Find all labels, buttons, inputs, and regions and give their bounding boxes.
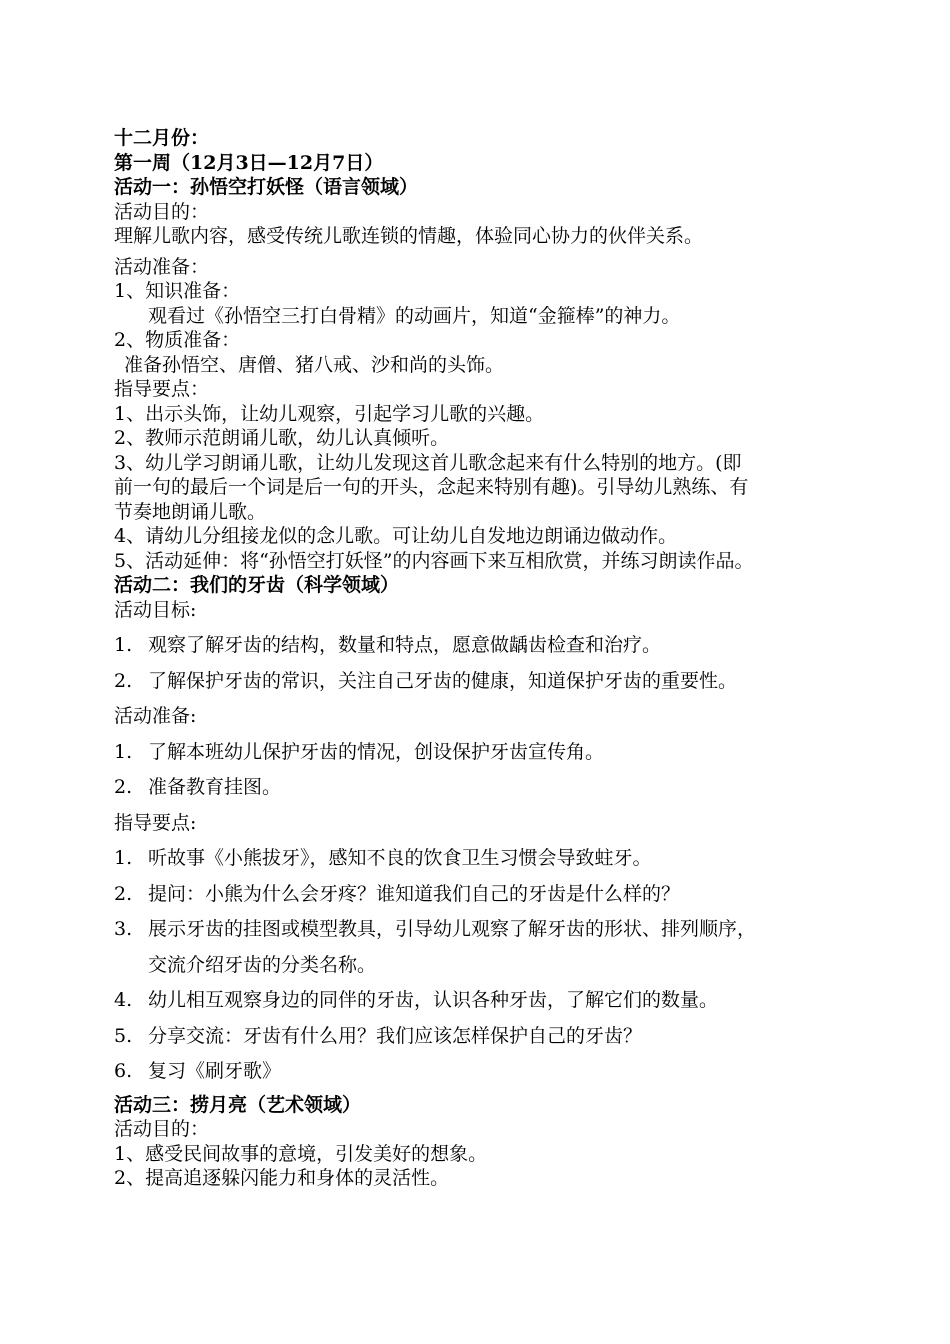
activity2-prep-2: [114, 775, 854, 800]
activity2-prep-1: [114, 740, 854, 765]
activity1-title: 活动一：孙悟空打妖怪（语言领域）: [114, 176, 419, 198]
activity1-prep2-label: 2、物质准备：: [114, 329, 241, 351]
activity3-goal-1: 1、感受民间故事的意境，引发美好的想象。: [114, 1142, 488, 1165]
activity1-prep2: 准备孙悟空、唐僧、猪八戒、沙和尚的头饰。: [124, 353, 505, 376]
list-text: 复习《刷牙歌》: [148, 1060, 282, 1082]
activity2-guide-1: [114, 846, 854, 871]
activity3-title: 活动三：捞月亮（艺术领域）: [114, 1093, 362, 1116]
list-text: 观察了解牙齿的结构，数量和特点，愿意做龋齿检查和治疗。: [148, 634, 662, 656]
list-number: 2.: [114, 776, 133, 798]
list-number: 3.: [114, 918, 133, 940]
activity2-guide-4: [114, 988, 854, 1013]
list-text: 了解本班幼儿保护牙齿的情况，创设保护牙齿宣传角。: [148, 740, 605, 763]
list-number: 1.: [114, 740, 133, 763]
activity2-guide-label: 指导要点:: [114, 811, 197, 834]
activity1-guide-3a: 3、幼儿学习朗诵儿歌，让幼儿发现这首儿歌念起来有什么特别的地方。(即: [114, 451, 742, 474]
activity2-goal-2: [114, 669, 854, 694]
list-text: 准备教育挂图。: [148, 776, 282, 798]
activity1-guide-3b: 前一句的最后一个词是后一句的开头，念起来特别有趣)。引导幼儿熟练、有: [114, 476, 749, 498]
list-number: 5.: [114, 1024, 133, 1047]
list-text: 了解保护牙齿的常识，关注自己牙齿的健康，知道保护牙齿的重要性。: [148, 669, 738, 692]
activity3-goal-label: 活动目的：: [114, 1118, 210, 1140]
week-heading: 第一周（12月3日—12月7日）: [114, 151, 384, 174]
activity1-goal-label: 活动目的：: [114, 200, 210, 223]
list-text: 提问：小熊为什么会牙疼？谁知道我们自己的牙齿是什么样的？: [148, 882, 681, 905]
activity1-guide-4: 4、请幼儿分组接龙似的念儿歌。可让幼儿自发地边朗诵边做动作。: [114, 525, 678, 547]
activity3-goal-2: 2、提高追逐躲闪能力和身体的灵活性。: [114, 1167, 450, 1189]
list-text: 幼儿相互观察身边的同伴的牙齿，认识各种牙齿，了解它们的数量。: [148, 989, 719, 1011]
list-number: 1.: [114, 847, 133, 869]
month-heading: 十二月份：: [114, 127, 210, 149]
list-number: 1.: [114, 634, 133, 656]
list-text: 听故事《小熊拔牙》，感知不良的饮食卫生习惯会导致蛀牙。: [148, 847, 652, 869]
activity2-title: 活动二：我们的牙齿（科学领域）: [114, 574, 400, 596]
activity2-goal-label: 活动目标:: [114, 598, 197, 621]
activity1-prep1: 观看过《孙悟空三打白骨精》的动画片，知道“金箍棒”的神力。: [148, 304, 681, 327]
list-number: 4.: [114, 989, 133, 1011]
activity2-guide-2: [114, 882, 854, 907]
activity1-prep-label: 活动准备：: [114, 255, 210, 278]
list-number: 6.: [114, 1060, 133, 1082]
activity2-guide-3: [114, 917, 854, 942]
list-text: 分享交流：牙齿有什么用？我们应该怎样保护自己的牙齿？: [148, 1024, 643, 1047]
activity1-goal: 理解儿歌内容，感受传统儿歌连锁的情趣，体验同心协力的伙伴关系。: [114, 225, 704, 247]
activity1-guide-3c: 节奏地朗诵儿歌。: [114, 500, 267, 523]
activity2-prep-label: 活动准备:: [114, 705, 197, 727]
list-number: 2.: [114, 669, 133, 692]
activity2-guide-5: [114, 1024, 854, 1049]
activity2-guide-6: [114, 1059, 854, 1084]
activity1-prep1-label: 1、知识准备：: [114, 280, 241, 302]
activity1-guide-label: 指导要点：: [114, 378, 210, 400]
list-number: 2.: [114, 882, 133, 905]
activity2-goal-1: [114, 633, 854, 658]
activity1-guide-2: 2、教师示范朗诵儿歌，幼儿认真倾听。: [114, 427, 450, 449]
activity1-guide-1: 1、出示头饰，让幼儿观察，引起学习儿歌的兴趣。: [114, 402, 545, 425]
activity1-guide-5: 5、活动延伸：将“孙悟空打妖怪”的内容画下来互相欣赏，并练习朗读作品。: [114, 549, 754, 572]
activity2-guide-3-cont: 交流介绍牙齿的分类名称。: [148, 953, 377, 976]
list-text: 展示牙齿的挂图或模型教具，引导幼儿观察了解牙齿的形状、排列顺序，: [148, 918, 757, 940]
document-body: [114, 126, 854, 1191]
